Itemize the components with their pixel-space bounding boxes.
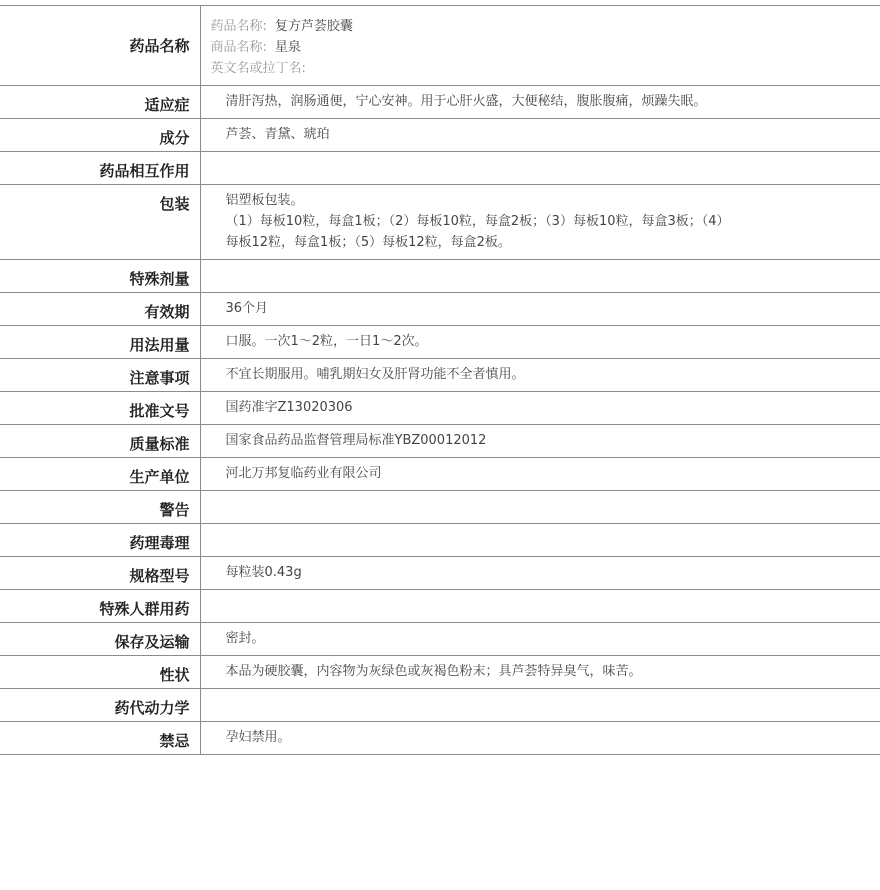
row-label: 特殊剂量 (0, 260, 200, 293)
drug-name-values (200, 6, 880, 86)
packaging-line-2: （1）每板10粒，每盒1板；（2）每板10粒，每盒2板；（3）每板10粒，每盒3板；（4）每板12粒，每盒1板；（5）每板12粒，每盒2板。 (225, 214, 730, 250)
special-populations-value (200, 590, 880, 623)
generic-name-key: 药品名称: (210, 19, 267, 34)
warning-row (0, 491, 880, 524)
indications-value: 清肝泻热，润肠通便，宁心安神。用于心肝火盛，大便秘结，腹胀腹痛，烦躁失眠。 (225, 94, 707, 109)
packaging-line-1: 铝塑板包装。 (225, 193, 304, 208)
row-label: 生产单位 (0, 458, 200, 491)
row-label: 性状 (0, 656, 200, 689)
row-label: 批准文号 (0, 392, 200, 425)
indications-row (0, 86, 880, 119)
trade-name-key: 商品名称: (210, 40, 267, 55)
row-label: 注意事项 (0, 359, 200, 392)
row-label: 适应症 (0, 86, 200, 119)
storage-row (0, 623, 880, 656)
special-dosage-row (0, 260, 880, 293)
trade-name-line (211, 37, 871, 58)
latin-name-line (211, 58, 871, 79)
ingredients-row (0, 119, 880, 152)
specification-row (0, 557, 880, 590)
row-label: 保存及运输 (0, 623, 200, 656)
manufacturer-row (0, 458, 880, 491)
contraindications-row (0, 722, 880, 755)
shelf-life-value: 36个月 (225, 301, 269, 316)
row-label: 有效期 (0, 293, 200, 326)
approval-number-value: 国药准字Z13020306 (225, 400, 353, 415)
interactions-row (0, 152, 880, 185)
special-dosage-value (200, 260, 880, 293)
approval-number-row (0, 392, 880, 425)
generic-name-line (211, 16, 871, 37)
pharmacokinetics-value (200, 689, 880, 722)
trade-name-value: 星泉 (274, 40, 301, 55)
row-label: 警告 (0, 491, 200, 524)
row-label: 质量标准 (0, 425, 200, 458)
manufacturer-value: 河北万邦复临药业有限公司 (225, 466, 382, 481)
latin-name-key: 英文名或拉丁名: (210, 61, 306, 76)
row-label: 用法用量 (0, 326, 200, 359)
precautions-value: 不宜长期服用。哺乳期妇女及肝肾功能不全者慎用。 (225, 367, 525, 382)
row-label: 药品相互作用 (0, 152, 200, 185)
appearance-value: 本品为硬胶囊，内容物为灰绿色或灰褐色粉末；具芦荟特异臭气，味苦。 (225, 664, 642, 679)
appearance-row (0, 656, 880, 689)
quality-standard-row (0, 425, 880, 458)
row-label: 包装 (0, 185, 200, 260)
dosage-value: 口服。一次1～2粒，一日1～2次。 (225, 334, 428, 349)
storage-value: 密封。 (225, 631, 265, 646)
pharmacology-row (0, 524, 880, 557)
drug-name-row (0, 6, 880, 86)
row-label: 药代动力学 (0, 689, 200, 722)
pharmacokinetics-row (0, 689, 880, 722)
pharmacology-value (200, 524, 880, 557)
shelf-life-row (0, 293, 880, 326)
quality-standard-value: 国家食品药品监督管理局标准YBZ00012012 (225, 433, 487, 448)
warning-value (200, 491, 880, 524)
specification-value: 每粒装0.43g (225, 565, 302, 580)
row-label: 药品名称 (0, 6, 200, 86)
contraindications-value: 孕妇禁用。 (225, 730, 291, 745)
packaging-row (0, 185, 880, 260)
row-label: 药理毒理 (0, 524, 200, 557)
precautions-row (0, 359, 880, 392)
drug-spec-table (0, 5, 880, 755)
generic-name-value: 复方芦荟胶囊 (274, 19, 353, 34)
interactions-value (200, 152, 880, 185)
row-label: 特殊人群用药 (0, 590, 200, 623)
row-label: 禁忌 (0, 722, 200, 755)
special-populations-row (0, 590, 880, 623)
ingredients-value: 芦荟、青黛、琥珀 (225, 127, 330, 142)
packaging-value (200, 185, 880, 260)
row-label: 规格型号 (0, 557, 200, 590)
dosage-row (0, 326, 880, 359)
row-label: 成分 (0, 119, 200, 152)
